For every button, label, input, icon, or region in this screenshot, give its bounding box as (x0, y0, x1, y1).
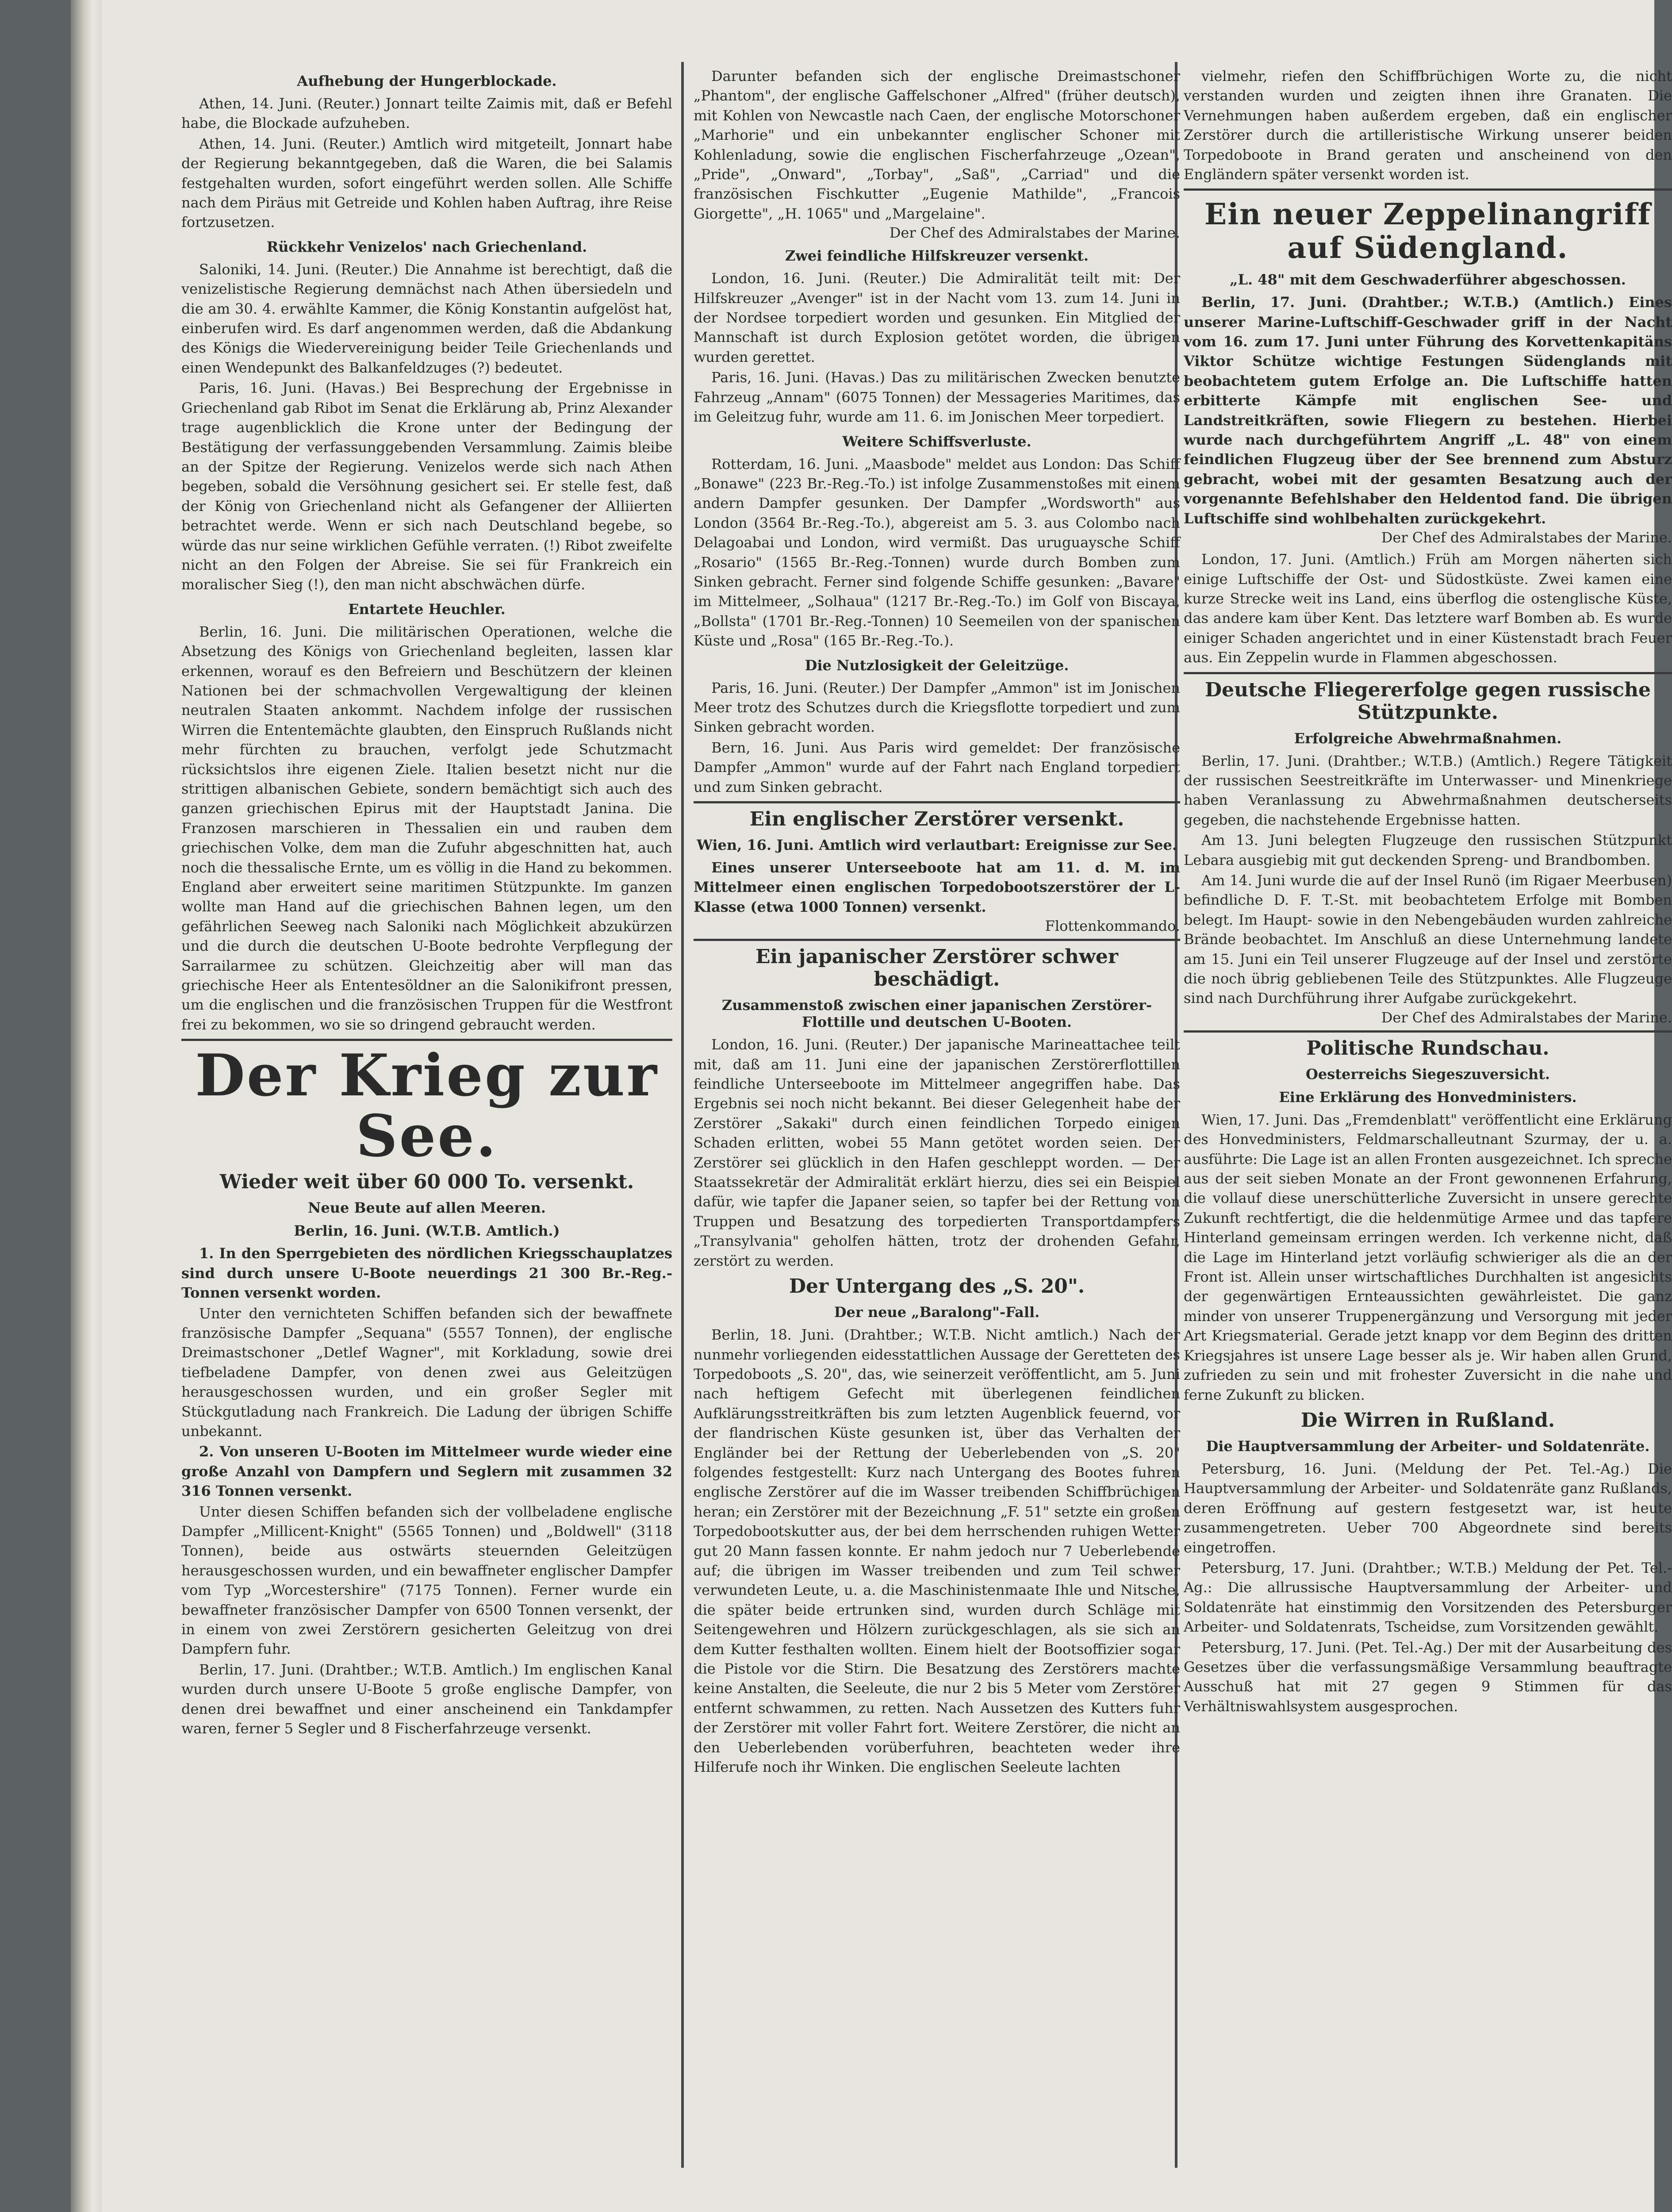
article-paragraph: London, 16. Juni. (Reuter.) Der japanische Marineattachee teilt mit, daß am 11. Juni eine der japanischen Zerstörerflottillen feindliche Unterseeboote im Mittelmeer angegriffen habe. Das Ergebnis sei noch nicht bekannt. Bei dieser Gelegenheit habe der Zerstörer „Sakaki" durch einen feindlichen Torpedo einigen Schaden erlitten, wobei 55 Mann getötet worden seien. Der Zerstörer sei glücklich in den Hafen geschleppt worden. — Der Staatssekretär der Admiralität erklärt hierzu, dies sei ein Beispiel dafür, wie tapfer die Japaner seien, so tapfer bei der Rettung von Truppen und Besatzung des torpedierten Transportdampfers „Transylvania" geholfen hätten, trotz der drohenden Gefahr, zerstört zu werden. (694, 1036, 1180, 1269)
article-paragraph: Am 13. Juni belegten Flugzeuge den russischen Stützpunkt Lebara ausgiebig mit gut deckenden Spreng- und Brandbomben. (1184, 832, 1672, 868)
section-heading: Die Nutzlosigkeit der Geleitzüge. (805, 657, 1069, 674)
signature-line: Der Chef des Admiralstabes der Marine. (889, 224, 1180, 242)
signature-line: Der Chef des Admiralstabes der Marine. (1381, 529, 1672, 546)
separator-rule (1184, 672, 1672, 674)
subheadline: Ein englischer Zerstörer versenkt. (749, 808, 1124, 830)
section-heading: Berlin, 16. Juni. (W.T.B. Amtlich.) (294, 1222, 560, 1240)
section-heading: Neue Beute auf allen Meeren. (308, 1199, 546, 1217)
article-paragraph: Berlin, 17. Juni. (Drahtber.; W.T.B. Amtlich.) Im englischen Kanal wurden durch unsere U-Boote 5 große englische Dampfer, von denen drei bewaffnet und einer anscheinend ein Tankdampfer waren, ferner 5 Segler und 8 Fischerfahrzeuge versenkt. (181, 1661, 672, 1737)
signature-line: Der Chef des Admiralstabes der Marine. (1381, 1009, 1672, 1026)
book-binding-edge (71, 0, 102, 2212)
separator-rule (181, 1039, 672, 1041)
article-paragraph: Paris, 16. Juni. (Reuter.) Der Dampfer „Ammon" ist im Jonischen Meer trotz des Schutzes durch die Kriegsflotte torpediert und zum Sinken gebracht worden. (694, 679, 1180, 736)
section-heading: Die Hauptversammlung der Arbeiter- und Soldatenräte. (1206, 1437, 1650, 1455)
article-paragraph: Berlin, 16. Juni. Die militärischen Operationen, welche die Absetzung des Königs von Griechenland begleiten, lassen klar erkennen, worauf es den Befreiern und Beschützern der kleinen Nationen bei der schmachvollen Vergewaltigung der kleinen neutralen Staaten ankommt. Nachdem infolge der russischen Wirren die Ententemächte glaubten, den Einspruch Rußlands nicht mehr fürchten zu brauchen, verfolgt jede Schutzmacht rücksichtslos ihre eigenen Ziele. Italien besetzt nicht nur die strittigen albanischen Gebiete, sondern bemächtigt sich auch des ganzen griechischen Epirus mit der Hauptstadt Janina. Die Franzosen marschieren in Thessalien ein und rauben dem griechischen Volke, dem man die Zufuhr abgeschnitten hat, auch noch die thessalische Ernte, um es völlig in die Hand zu bekommen. England aber erweitert seine maritimen Stützpunkte. Im ganzen wollte man Hand auf die griechischen Bahnen legen, um den gefährlichen Seeweg nach Saloniki nach Möglichkeit abzukürzen und die durch die deutschen U-Boote bedrohte Verpflegung der Sarrailarmee zu schützen. Gleichzeitig aber will man das griechische Heer als Ententesöldner an die Salonikifront pressen, um die englischen und die französischen Truppen für die Westfront frei zu bekommen, wo sie so dringend gebraucht werden. (181, 623, 672, 1033)
article-paragraph: Rotterdam, 16. Juni. „Maasbode" meldet aus London: Das Schiff „Bonawe" (223 Br.-Reg.-To.) ist infolge Zusammenstoßes mit einem andern Dampfer gesunken. Der Dampfer „Wordsworth" aus London (3564 Br.-Reg.-To.), abgereist am 5. 3. aus Colombo nach Delagoabai und London, wird vermißt. Das uruguaysche Schiff „Rosario" (1565 Br.-Reg.-Tonnen) wurde durch Bomben zum Sinken gebracht. Ferner sind folgende Schiffe gesunken: „Bavare" im Mittelmeer, „Solhaua" (1217 Br.-Reg.-To.) im Golf von Biscaya, „Bollsta" (1701 Br.-Reg.-Tonnen) 10 Seemeilen von der spanischen Küste und „Rosa" (165 Br.-Reg.-To.). (694, 455, 1180, 649)
section-heading: Eine Erklärung des Honvedministers. (1279, 1088, 1577, 1106)
masthead-headline: Der Krieg zur See. (195, 1041, 659, 1170)
section-heading: Oesterreichs Siegeszuversicht. (1306, 1065, 1550, 1083)
article-paragraph-bold: 2. Von unseren U-Booten im Mittelmeer wurde wieder eine große Anzahl von Dampfern und Seglern mit zusammen 32 316 Tonnen versenkt. (181, 1443, 672, 1500)
subheadline: Der Untergang des „S. 20". (789, 1275, 1085, 1298)
section-heading: Der neue „Baralong"-Fall. (834, 1304, 1040, 1321)
article-paragraph: Berlin, 18. Juni. (Drahtber.; W.T.B. Nicht amtlich.) Nach der nunmehr vorliegenden eidesstattlichen Aussage der Geretteten des Torpedoboots „S. 20", das, wie seinerzeit veröffentlicht, am 5. Juni nach heftigem Gefecht mit überlegenen feindlichen Aufklärungsstreitkräften bis zum letzten Augenblick feuernd, vor der flandrischen Küste gesunken ist, über das Verhalten der Engländer bei der Rettung der Ueberlebenden von „S. 20" folgendes festgestellt: Kurz nach Untergang des Bootes fuhren englische Zerstörer auf die im Wasser treibenden Schiffbrüchigen heran; ein Zerstörer mit der Bezeichnung „F. 51" setzte ein großen Torpedobootskutter aus, der bei dem herrschenden ruhigen Wetter gut 20 Mann fassen konnte. Er nahm jedoch nur 7 Ueberlebende auf; die übrigen im Wasser treibenden und zum Teil schwer verwundeten Leute, u. a. die Maschinistenmaate Ihle und Nitsche, die später beide ertrunken sind, wurden durch Schläge mit Seitengewehren und Hölzern zurückgeschlagen, als sie sich an dem Kutter festhalten wollten. Einem hielt der Bootsoffizier sogar die Pistole vor die Stirn. Die Besatzung des Zerstörers machte keine Anstalten, die Seeleute, die nur 2 bis 5 Meter vom Zerstörer entfernt schwammen, zu retten. Nach Aussetzen des Kutters fuhr der Zerstörer mit voller Fahrt fort. Weitere Zerstörer, die nicht an den Ueberlebenden vorüberfuhren, beachteten weder ihre Hilferufe noch ihr Winken. Die englischen Seeleute lachten (694, 1326, 1180, 1776)
separator-rule (1184, 1030, 1672, 1033)
subheadline: Die Wirren in Rußland. (1300, 1409, 1555, 1432)
separator-rule (694, 801, 1180, 803)
article-paragraph: Saloniki, 14. Juni. (Reuter.) Die Annahme ist berechtigt, daß die venizelistische Regierung demnächst nach Athen übersiedeln und die am 30. 4. erwählte Kammer, die König Konstantin aufgelöst hat, einberufen wird. Es darf angenommen werden, daß die Abdankung des Königs die Wiedervereinigung beider Teile Griechenlands und einen Wendepunkt des Balkanfeldzuges (?) bedeutet. (181, 261, 672, 376)
article-paragraph: Bern, 16. Juni. Aus Paris wird gemeldet: Der französische Dampfer „Ammon" wurde auf der Fahrt nach England torpediert und zum Sinken gebracht. (694, 739, 1180, 795)
column-rule-1 (681, 62, 684, 2168)
section-heading: Zwei feindliche Hilfskreuzer versenkt. (785, 247, 1089, 265)
separator-rule (694, 939, 1180, 941)
article-paragraph-bold: Berlin, 17. Juni. (Drahtber.; W.T.B.) (Amtlich.) Eines unserer Marine-Luftschiff-Geschwader griff in der Nacht vom 16. zum 17. Juni unter Führung des Korvettenkapitäns Viktor Schütze wichtige Festungen Südenglands mit beobachtetem gutem Erfolge an. Die Luftschiffe hatten erbitterte Kämpfe mit englischen See- und Landstreitkräften, sowie Fliegern zu bestehen. Hierbei wurde nach durchgeführtem Angriff „L. 48" von einem feindlichen Flugzeug über der See brennend zum Absturz gebracht, wobei mit der gesamten Besatzung auch der vorgenannte Befehlshaber den Heldentod fand. Die übrigen Luftschiffe sind wohlbehalten zurückgekehrt. (1184, 294, 1672, 527)
article-paragraph: Athen, 14. Juni. (Reuter.) Amtlich wird mitgeteilt, Jonnart habe der Regierung bekanntgegeben, daß die Waren, die bei Salamis festgehalten wurden, sofort eingeführt werden sollen. Alle Schiffe nach dem Piräus mit Getreide und Kohlen haben Auftrag, ihre Reise fortzusetzen. (181, 135, 672, 231)
article-paragraph: London, 16. Juni. (Reuter.) Die Admiralität teilt mit: Der Hilfskreuzer „Avenger" ist in der Nacht vom 13. zum 14. Juni in der Nordsee torpediert worden und gesunken. Ein Mitglied der Mannschaft ist durch Explosion getötet worden, die übrigen wurden gerettet. (694, 270, 1180, 365)
article-paragraph: London, 17. Juni. (Amtlich.) Früh am Morgen näherten sich einige Luftschiffe der Ost- und Südostküste. Zwei kamen eine kurze Strecke weit ins Land, eins überflog die ostenglische Küste, das andere kam über Kent. Das letztere warf Bomben ab. Es wurde einiger Schaden angerichtet und in einer Küstenstadt brach Feuer aus. Ein Zeppelin wurde in Flammen abgeschossen. (1184, 551, 1672, 666)
article-paragraph: Petersburg, 17. Juni. (Pet. Tel.-Ag.) Der mit der Ausarbeitung des Gesetzes über die verfassungsmäßige Versammlung beauftragte Ausschuß hat mit 27 gegen 9 Stimmen für das Verhältniswahlsystem ausgesprochen. (1184, 1639, 1672, 1715)
headline: Ein neuer Zeppelinangriff auf Südengland. (1204, 197, 1652, 265)
section-heading: „L. 48" mit dem Geschwaderführer abgeschossen. (1230, 271, 1626, 288)
article-paragraph: Paris, 16. Juni. (Havas.) Bei Besprechung der Ergebnisse in Griechenland gab Ribot im Senat die Erklärung ab, Prinz Alexander trage augenblicklich die Krone unter der Bedingung der Bestätigung der verfassunggebenden Versammlung. Zaimis bleibe an der Spitze der Regierung. Venizelos werde sich nach Athen begeben, sobald die Versöhnung gesichert sei. Er stelle fest, daß der König von Griechenland nicht als Gefangener der Alliierten betrachtet werde. Wenn er sich nach Deutschland begebe, so würde das nur seine wirklichen Gefühle verraten. (!) Ribot zweifelte nicht an den Folgen der Abreise. Sie sei für Frankreich ein moralischer Sieg (!), den man nicht abschwächen dürfe. (181, 380, 672, 593)
article-paragraph: Petersburg, 17. Juni. (Drahtber.; W.T.B.) Meldung der Pet. Tel.-Ag.: Die allrussische Hauptversammlung der Arbeiter- und Soldatenräte hat einstimmig den Vorsitzenden des Petersburger Arbeiter- und Soldatenrats, Tscheidse, zum Vorsitzenden gewählt. (1184, 1559, 1672, 1636)
article-paragraph: Unter diesen Schiffen befanden sich der vollbeladene englische Dampfer „Millicent-Knight" (5565 Tonnen) und „Boldwell" (3118 Tonnen), beide aus ostwärts steuernden Geleitzügen herausgeschossen wurden, und ein bewaffneter englischer Dampfer vom Typ „Worcestershire" (7175 Tonnen). Ferner wurde ein bewaffneter französischer Dampfer von 6500 Tonnen versenkt, der in einem von zwei Zerstörern gesicherten Geleitzug von drei Dampfern fuhr. (181, 1503, 672, 1658)
article-paragraph: vielmehr, riefen den Schiffbrüchigen Worte zu, die nicht verstanden wurden und zeigten ihnen ihre Granaten. Die Vernehmungen haben außerdem ergeben, daß ein englischer Zerstörer durch die artilleristische Wirkung unserer beiden Torpedoboote in Brand geraten und anscheinend von den Engländern später versenkt worden ist. (1184, 68, 1672, 183)
section-heading: Entartete Heuchler. (348, 600, 506, 618)
article-paragraph: Darunter befanden sich der englische Dreimastschoner „Phantom", der englische Gaffelschoner „Alfred" (früher deutsch), mit Kohlen von Newcastle nach Caen, der englische Motorschoner „Marhorie" und ein unbekannter englischer Schoner mit Kohlenladung, sowie die englischen Fischerfahrzeuge „Ozean", „Pride", „Onward", „Torbay", „Saß", „Carriad" und die französischen Fischkutter „Eugenie Mathilde", „Francois Giorgette", „H. 1065" und „Margelaine". (694, 68, 1180, 222)
article-paragraph: Wien, 17. Juni. Das „Fremdenblatt" veröffentlicht eine Erklärung des Honvedministers, Feldmarschalleutnant Szurmay, der u. a. ausführte: Die Lage ist an allen Fronten ausgezeichnet. Ich spreche aus der seit sieben Monate an der Front gewonnenen Erfahrung, die vollauf diese unerschütterliche Zuversicht in unsere gerechte Zukunft rechtfertigt, die die heldenmütige Armee und das tapfere Hinterland gemeinsam erringen werden. Ich verkenne nicht, daß die Lage im Hinterland jetzt vorläufig schwieriger als die an der Front ist. Allein unser wirtschaftliches Durchhalten ist angesichts der gegenwärtigen Ernteaussichten gewährleistet. Die ganz minder von unserer Truppenergänzung und Versorgung mit jeder Art Kriegsmaterial. Gerade jetzt knapp vor dem Beginn des dritten Kriegsjahres ist unsere Lage besser als je. Wir haben allen Grund, zufrieden zu sein und mit frohester Zuversicht in die nahe und ferne Zukunft zu blicken. (1184, 1111, 1672, 1403)
section-heading: Weitere Schiffsverluste. (842, 433, 1032, 450)
subheadline: Deutsche Fliegererfolge gegen russische Stützpunkte. (1205, 678, 1651, 724)
signature-line: Flottenkommando. (1045, 918, 1180, 935)
subheadline: Ein japanischer Zerstörer schwer beschädigt. (755, 945, 1119, 991)
article-paragraph: Berlin, 17. Juni. (Drahtber.; W.T.B.) (Amtlich.) Regere Tätigkeit der russischen Seestreitkräfte im Unterwasser- und Minenkriege haben Veranlassung zu Abwehrmaßnahmen deutscherseits gegeben, die nachstehende Ergebnisse hatten. (1184, 752, 1672, 828)
article-paragraph: Unter den vernichteten Schiffen befanden sich der bewaffnete französische Dampfer „Sequana" (5557 Tonnen), der englische Dreimastschoner „Detlef Wagner", mit Korkladung, sowie drei tiefbeladene Dampfer, von denen zwei aus Geleitzügen herausgeschossen wurden, und ein großer Segler mit Stückgutladung nach Frankreich. Die Ladung der übrigen Schiffe unbekannt. (181, 1305, 672, 1440)
article-paragraph-bold: Eines unserer Unterseeboote hat am 11. d. M. im Mittelmeer einen englischen Torpedobootszerstörer der L-Klasse (etwa 1000 Tonnen) versenkt. (694, 859, 1180, 915)
article-paragraph: Petersburg, 16. Juni. (Meldung der Pet. Tel.-Ag.) Die Hauptversammlung der Arbeiter- und Soldatenräte ganz Rußlands, deren Eröffnung auf gestern festgesetzt war, ist heute zusammengetreten. Ueber 700 Abgeordnete sind bereits eingetroffen. (1184, 1460, 1672, 1556)
column-middle (694, 66, 1180, 1778)
column-right (1184, 66, 1672, 1717)
subheadline: Politische Rundschau. (1306, 1037, 1549, 1060)
article-paragraph: Paris, 16. Juni. (Havas.) Das zu militärischen Zwecken benutzte Fahrzeug „Annam" (6075 Tonnen) der Messageries Maritimes, das im Geleitzug fuhr, wurde am 11. 6. im Jonischen Meer torpediert. (694, 369, 1180, 426)
section-heading: Erfolgreiche Abwehrmaßnahmen. (1294, 730, 1562, 747)
article-paragraph: Am 14. Juni wurde die auf der Insel Runö (im Rigaer Meerbusen) befindliche D. F. T.-St. mit beobachtetem Erfolge mit Bomben belegt. Im Haupt- sowie in den Nebengebäuden wurden zahlreiche Brände beobachtet. Im Anschluß an diese Unternehmung landete am 15. Juni ein Teil unserer Flugzeuge auf der Insel und zerstörte die noch übrig gebliebenen Teile des Stützpunktes. Alle Flugzeuge sind nach Durchführung ihrer Aufgabe zurückgekehrt. (1184, 872, 1672, 1007)
separator-rule (1184, 188, 1672, 191)
subheadline: Wieder weit über 60 000 To. versenkt. (219, 1171, 634, 1194)
section-heading: Rückkehr Venizelos' nach Griechenland. (266, 238, 587, 255)
section-heading: Aufhebung der Hungerblockade. (297, 73, 557, 89)
article-paragraph: Athen, 14. Juni. (Reuter.) Jonnart teilte Zaimis mit, daß er Befehl habe, die Blockade aufzuheben. (181, 95, 672, 132)
column-left (181, 66, 672, 1739)
section-heading: Zusammenstoß zwischen einer japanischen Zerstörer-Flottille und deutschen U-Booten. (721, 997, 1152, 1031)
article-paragraph-bold: 1. In den Sperrgebieten des nördlichen Kriegsschauplatzes sind durch unsere U-Boote neuerdings 21 300 Br.-Reg.-Tonnen versenkt worden. (181, 1245, 672, 1302)
section-heading: Wien, 16. Juni. Amtlich wird verlautbart: Ereignisse zur See. (696, 837, 1177, 853)
